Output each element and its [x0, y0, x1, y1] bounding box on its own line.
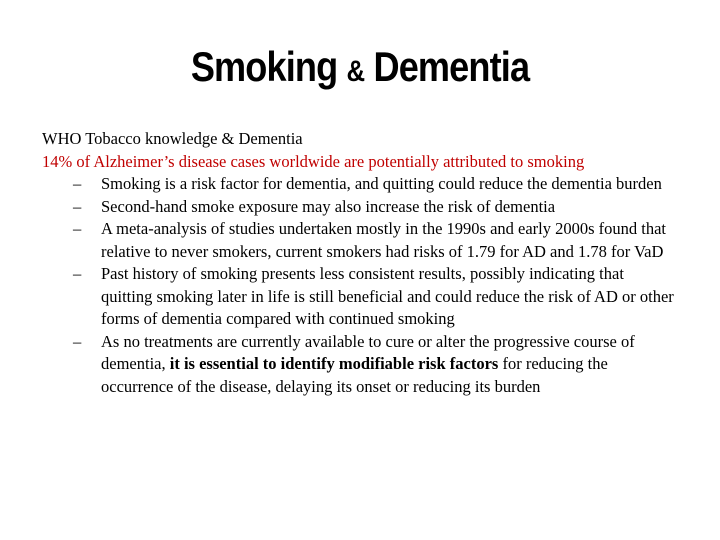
bullet-item: [42, 331, 675, 399]
bullet-dash: –: [73, 196, 82, 216]
bullet-text-tail: for reducing the occurrence of the disease, delaying its onset or reducing its burden: [101, 354, 608, 396]
bullet-item: [42, 218, 675, 263]
bullet-item: [42, 196, 675, 219]
bullet-text-emphasis: it is essential to identify modifiable risk factors: [169, 354, 499, 373]
intro-line: WHO Tobacco knowledge & Dementia: [42, 129, 303, 148]
bullet-dash: –: [73, 174, 82, 193]
bullet-dash: –: [73, 331, 82, 351]
bullet-dash: –: [73, 264, 82, 283]
bullet-text-lead: As no treatments are currently available to cure or alter the progressive course of dementia,: [101, 331, 635, 373]
bullet-text: A meta-analysis of studies undertaken mostly in the 1990s and early 2000s found that relative to never smokers, current smokers had risks of 1.79 for AD and 1.78 for VaD: [101, 219, 667, 261]
bullet-text: Past history of smoking presents less consistent results, possibly indicating that quitting smoking later in life is still beneficial and could reduce the risk of AD or other forms of dementia compared with continued smoking: [101, 264, 674, 328]
highlight-line: 14% of Alzheimer’s disease cases worldwide are potentially attributed to smoking: [42, 151, 585, 171]
bullet-dash: –: [73, 219, 82, 238]
bullet-item: [42, 173, 675, 196]
title-word-smoking: Smoking: [190, 43, 338, 90]
bullet-text: Smoking is a risk factor for dementia, and quitting could reduce the dementia burden: [101, 174, 662, 193]
slide-title: [50, 40, 669, 99]
title-ampersand: &: [346, 55, 365, 88]
slide-body: [42, 128, 682, 398]
title-word-dementia: Dementia: [373, 43, 530, 90]
bullet-text: Second-hand smoke exposure may also increase the risk of dementia: [101, 196, 556, 216]
bullet-list: [42, 173, 682, 398]
bullet-item: [42, 263, 675, 331]
